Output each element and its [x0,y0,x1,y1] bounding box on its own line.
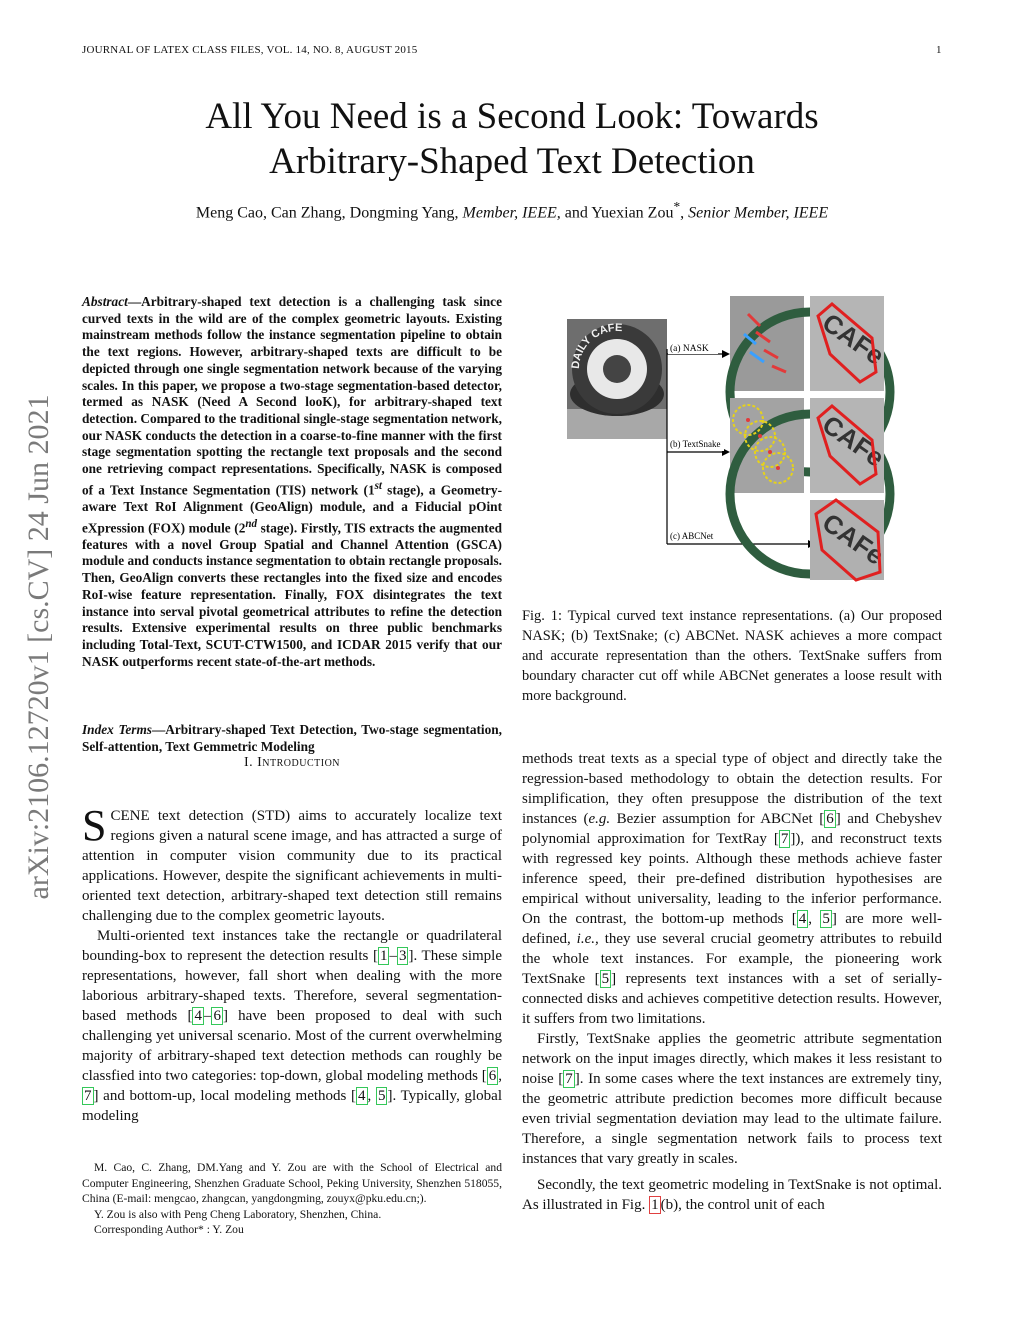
right-p1-text-a: methods treat texts as a special type of object and directly take the regression-based methodology to obtain the detection results. For simplification, they often presuppose the distribution of the text instances ( [522,751,942,827]
right-p3-text-a: Secondly, the text geometric modeling in TextSnake is not optimal. As illustrated in Fig. [522,1177,942,1213]
right-p1-text-c: ] and Chebyshev polynomial approximation for TextRay [ [522,811,943,847]
abstract-label: Abstract [82,294,128,309]
abstract-sup-st: st [374,479,382,492]
sign-ring-text: DAILY CAFE [569,321,623,370]
intro-p2-comma-1: , [498,1068,502,1084]
right-p2-text-a: Firstly, TextSnake applies the geometric attribute segmentation network on the input images directly, which makes it less resistant to noise [ [522,1031,942,1087]
arxiv-sidebar [12,352,66,942]
ie-abbrev: i.e., [576,931,599,947]
right-paragraph-3 [522,1175,942,1215]
intro-p2-text-a: Multi-oriented text instances take the rectangle or quadrilateral bounding-box to represent the detection results [ [82,928,502,964]
citation-link[interactable]: 4 [358,1088,366,1104]
figure-1-graphic [560,294,960,584]
label-nask: (a) NASK [670,344,709,354]
citation-link[interactable]: 4 [194,1008,202,1024]
right-p1-text-f: ] are more well-defined, [522,911,942,947]
abstract-text-3: stage). Firstly, TIS extracts the augmented features with a novel Group Spatial and Channel Attention (GSCA) module and conducts instance segmentation to obtain rectangle proposals. Then, GeoAlign converts these rectangles into the fixed size and encodes RoI-wise feature representation. Finally, FOX disintegrates the text instance into serval pivotal geometrical attributes to refine the detection results. Extensive experimental results on three public benchmarks including Total-Text, SCUT-CTW1500, and ICDAR 2015 verify that our NASK outperforms recent state-of-the-art methods. [82,519,502,669]
citation-link[interactable]: 4 [798,911,807,927]
arrowhead-a [722,350,730,358]
paper-title [80,94,944,184]
abstract-text-1: —Arbitrary-shaped text detection is a challenging task since curved texts in the wild are of the complex geometric layouts. Existing mainstream methods follow the instance segmentation pipeline to obtain the text regions. However, arbitrary-shaped texts are difficult to be depicted through one single segmentation network because of the varying scales. In this paper, we propose a two-stage segmentation-based detector, termed as NASK (Need A Second looK), for arbitrary-shaped text detection. Compared to the traditional single-stage segmentation network, our NASK conducts the detection in a coarse-to-fine manner with the first stage segmentation spotting the rectangle text proposals and the second one retrieving compact representations. Specifically, NASK is composed of a Text Instance Segmentation (TIS) network (1 [82,294,502,498]
abstract [82,294,502,670]
right-p1-text-d: ]), and reconstruct texts with regressed key points. Although these methods achieve faster inference speed, their pre-defined distribution hypothesises are empirical without universality, leading to the inferior performance. On the contrast, the bottom-up methods [ [522,831,942,927]
section-number: I. [243,755,254,770]
footnote-lab: Y. Zou is also with Peng Cheng Laboratory, Shenzhen, China. [94,1207,382,1221]
right-paragraph-1 [522,749,942,1029]
right-p1-text-h: ] represents text instances with a set of serially-connected disks and achieves competitive detection results. However, it suffers from two limitations. [522,971,942,1027]
right-p1-text-b: Bezier assumption for ABCNet [ [610,811,825,827]
intro-p2-text-e: ] have been proposed to deal with such challenging yet universal scenario. Most of the current overwhelming majority of arbitrary-shaped text detection methods can roughly be classfied into two categories: top-down, global modeling methods [ [82,1008,502,1084]
citation-link[interactable]: 6 [488,1068,497,1084]
citation-link[interactable]: 6 [826,811,834,827]
crop-abcnet-cell [810,500,890,580]
intro-p2-text-g: ] and bottom-up, local modeling methods [ [93,1088,357,1104]
citation-link[interactable]: 3 [398,948,407,964]
index-terms-label: Index Terms [82,722,152,737]
arxiv-identifier: arXiv:2106.12720v1 [cs.CV] 24 Jun 2021 [22,394,55,900]
introduction-text [82,801,502,1126]
intro-p2-comma-2: , [367,1088,376,1104]
right-p1-comma: , [808,911,821,927]
abstract-sup-nd: nd [245,517,258,530]
corresponding-star: * [673,199,681,214]
author-zou: and Yuexian Zou [564,204,674,222]
sign-logo [603,355,631,383]
right-p3-text-b: (b), the control unit of each [660,1197,825,1213]
running-header: JOURNAL OF LATEX CLASS FILES, VOL. 14, NO. 8, AUGUST 2015 [82,44,418,56]
author-names: Meng Cao, Can Zhang, Dongming Yang, [195,204,459,222]
right-paragraph-2 [522,1029,942,1169]
footnote-affiliation: M. Cao, C. Zhang, DM.Yang and Y. Zou are with the School of Electrical and Computer Engineering, Shenzhen Graduate School, Peking University, Shenzhen 518055, China (E-mail: mengcao, zhangcan, yangdongming, zouyx@pku.edu.cn;). [82,1161,502,1205]
crop-a2-text: CAFe [816,307,890,371]
drop-cap: S [82,801,107,850]
senior-member-title: Senior Member, IEEE [688,204,829,222]
title-line-2: Arbitrary-Shaped Text Detection [269,141,755,182]
citation-link[interactable]: 5 [822,911,830,927]
title-line-1: All You Need is a Second Look: Towards [205,96,819,137]
label-textsnake: (b) TextSnake [670,439,721,449]
source-photo [567,319,667,439]
right-p1-text-g: they use several crucial geometry attributes to rebuild the whole text instances. For example, the pioneering work TextSnake [ [522,931,942,987]
intro-p1-text: CENE text detection (STD) aims to accurately localize text regions given a natural scene image, and has attracted a surge of attention in computer vision community due to its practical applications. However, despite the significant achievements in multi-oriented text detection, arbitrary-shaped text detection still remains challenging due to the complex geometric layouts. [82,808,502,924]
figure-1 [560,294,960,584]
intro-p2-dash-1: – [389,948,397,964]
citation-link[interactable]: 7 [565,1071,573,1087]
intro-p2-dash-2: – [203,1008,212,1024]
intro-paragraph-2 [82,926,502,1126]
citation-link[interactable]: 5 [377,1088,386,1104]
eg-abbrev: e.g. [588,811,611,827]
intro-p2-text-i: ]. Typically, global modeling [82,1088,502,1124]
crop-b2-text: CAFe [816,409,890,473]
citation-link[interactable]: 7 [780,831,789,847]
page-number: 1 [936,44,942,56]
label-abcnet: (c) ABCNet [670,531,714,541]
index-terms [82,722,502,755]
footnote [82,1160,502,1238]
citation-link[interactable]: 5 [601,971,610,987]
citation-link[interactable]: 1 [379,948,388,964]
citation-link[interactable]: 7 [84,1088,92,1104]
index-terms-text: —Arbitrary-shaped Text Detection, Two-stage segmentation, Self-attention, Text Gemmetric Modeling [82,722,502,754]
right-column-text [522,749,942,1215]
crop-c-text: CAFe [816,507,890,571]
section-title: Introduction [257,755,341,770]
figure-link[interactable]: 1 [651,1197,659,1213]
right-p2-text-b: ]. In some cases where the text instances are extremely tiny, the geometric attribute prediction becomes more difficult because even trivial segmentation deviation may lead to the ultimate failure. Therefore, a single segmentation network fails to process text instances that vary greatly in scales. [522,1071,942,1167]
footnote-corresponding: Corresponding Author* : Y. Zou [94,1223,244,1236]
intro-paragraph-1 [82,801,502,926]
figure-1-caption: Fig. 1: Typical curved text instance representations. (a) Our proposed NASK; (b) TextSnake; (c) ABCNet. NASK achieves a more compact and accurate representation than the others. TextSnake suffers from boundary character cut off while ABCNet generates a loose result with more background. [522,608,942,704]
section-heading-introduction [82,755,502,771]
member-title: Member, IEEE, [462,204,561,222]
intro-p2-text-c: ]. These simple representations, however, fall short when dealing with the more laborious arbitrary-shaped texts. Therefore, several segmentation-based methods [ [82,948,502,1024]
author-list: Meng Cao, Can Zhang, Dongming Yang, Member, IEEE, and Yuexian Zou*, Senior Member, IEEE [195,199,829,222]
citation-link[interactable]: 6 [213,1008,221,1024]
abstract-text-2: stage), a Geometry-aware Text RoI Alignment (GeoAlign) module, and a Fiducial pOint eXpression (FOX) module (2 [82,482,503,535]
